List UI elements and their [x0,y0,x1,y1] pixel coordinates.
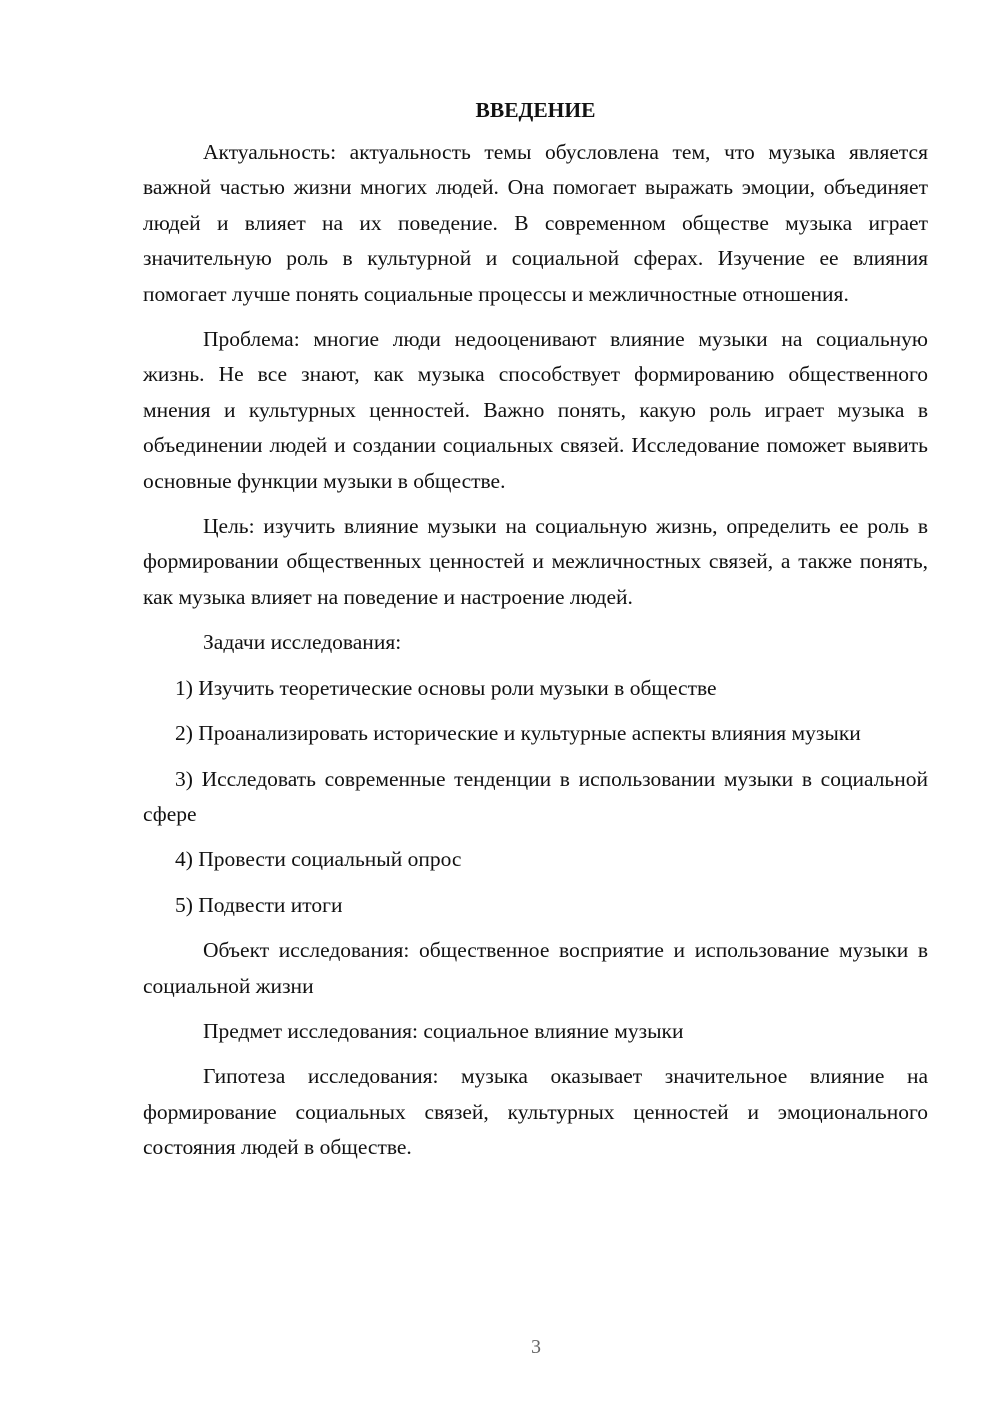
paragraph-problem: Проблема: многие люди недооценивают влияние музыки на социальную жизнь. Не все знают, как музыка способствует формированию общественного мнения и культурных ценностей. Важно понять, какую роль играет музыка в объединении людей и создании социальных связей. Исследование поможет выявить основные функции музыки в обществе. [143,327,928,493]
tasks-heading: Задачи исследования: [203,630,402,655]
paragraph-hypothesis: Гипотеза исследования: музыка оказывает значительное влияние на формирование социальных связей, культурных ценностей и эмоционального состояния людей в обществе. [143,1064,928,1160]
task-item-1: 1) Изучить теоретические основы роли музыки в обществе [175,675,717,700]
paragraph-subject: Предмет исследования: социальное влияние музыки [203,1018,684,1043]
paragraph-relevance: Актуальность: актуальность темы обусловлена тем, что музыка является важной частью жизни многих людей. Она помогает выражать эмоции, объединяет людей и влияет на их поведение. В современном обществе музыка играет значительную роль в культурной и социальной сферах. Изучение ее влияния помогает лучше понять социальные процессы и межличностные отношения. [143,140,928,306]
document-body [143,95,928,1166]
task-item-3: 3) Исследовать современные тенденции в использовании музыки в социальной сфере [143,766,928,826]
section-title: ВВЕДЕНИЕ [475,98,596,122]
page-number: 3 [531,1336,541,1358]
task-item-4: 4) Провести социальный опрос [175,847,462,872]
task-item-5: 5) Подвести итоги [175,892,343,917]
paragraph-goal: Цель: изучить влияние музыки на социальную жизнь, определить ее роль в формировании общественных ценностей и межличностных связей, а также понять, как музыка влияет на поведение и настроение людей. [143,514,928,609]
task-item-2: 2) Проанализировать исторические и культурные аспекты влияния музыки [175,721,861,746]
paragraph-object: Объект исследования: общественное восприятие и использование музыки в социальной жизни [143,938,928,998]
